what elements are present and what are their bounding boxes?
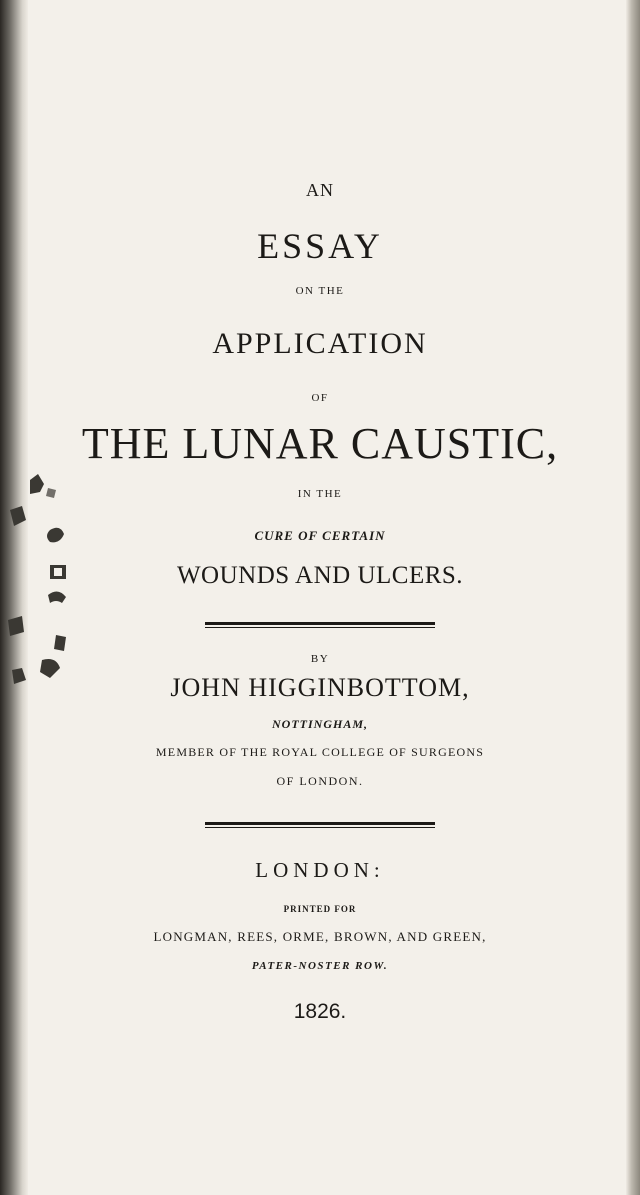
imprint-year: 1826.: [293, 1000, 347, 1023]
author-title-cont: OF LONDON.: [276, 774, 364, 788]
connector-on-the: ON THE: [295, 285, 345, 297]
divider-rule: [205, 822, 435, 825]
subtitle-cure: CURE OF CERTAIN: [254, 528, 386, 543]
connector-by: BY: [310, 653, 330, 665]
divider-rule: [205, 627, 435, 628]
heading-application: APPLICATION: [212, 327, 428, 360]
subtitle-wounds: WOUNDS AND ULCERS.: [176, 562, 464, 589]
imprint-city: LONDON:: [255, 858, 385, 882]
connector-of: OF: [311, 392, 329, 404]
author-title: MEMBER OF THE ROYAL COLLEGE OF SURGEONS: [155, 745, 485, 759]
heading-essay: ESSAY: [257, 226, 383, 266]
heading-lunar-caustic: THE LUNAR CAUSTIC,: [81, 419, 559, 468]
heading-an: AN: [306, 180, 334, 200]
divider-rule: [205, 622, 435, 625]
connector-in-the: IN THE: [297, 488, 343, 500]
divider-rule: [205, 827, 435, 828]
imprint-printed-for: PRINTED FOR: [283, 904, 357, 914]
imprint-publishers: LONGMAN, REES, ORME, BROWN, AND GREEN,: [153, 929, 487, 944]
author-name: JOHN HIGGINBOTTOM,: [170, 673, 470, 702]
imprint-address: PATER-NOSTER ROW.: [251, 960, 389, 972]
author-place: NOTTINGHAM,: [271, 717, 368, 731]
